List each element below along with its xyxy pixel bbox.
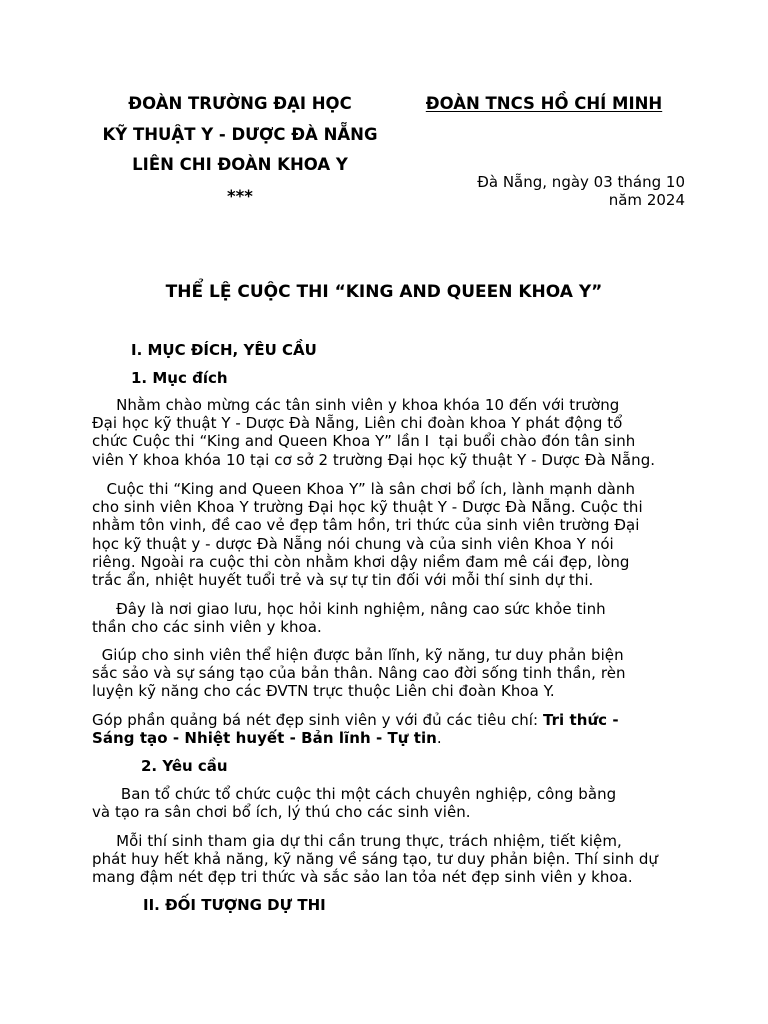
section-2-heading: II. ĐỐI TƯỢNG DỰ THI [143, 896, 326, 914]
paragraph-line [92, 711, 682, 729]
paragraph-purpose-4 [92, 646, 682, 701]
paragraph-line: riêng. Ngoài ra cuộc thi còn nhằm khơi dậy niềm đam mê cái đẹp, lòng [92, 552, 630, 571]
paragraph-line: Cuộc thi “King and Queen Khoa Y” là sân chơi bổ ích, lành mạnh dành [92, 480, 636, 498]
paragraph-purpose-2 [92, 480, 682, 589]
paragraph-requirements-2 [92, 832, 682, 887]
school-name-line1: ĐOÀN TRƯỜNG ĐẠI HỌC [128, 94, 352, 113]
paragraph-line: Ban tổ chức tổ chức cuộc thi một cách chuyên nghiệp, công bằng [92, 785, 617, 803]
document-title: THỂ LỆ CUỘC THI “KING AND QUEEN KHOA Y” [165, 282, 603, 302]
paragraph-line: trắc ẩn, nhiệt huyết tuổi trẻ và sự tự tin đối với mỗi thí sinh dự thi. [92, 571, 594, 590]
document-date-line1: Đà Nẵng, ngày 03 tháng 10 [477, 173, 685, 191]
paragraph-line: mang đậm nét đẹp tri thức và sắc sảo lan tỏa nét đẹp sinh viên y khoa. [92, 868, 633, 887]
paragraph-line: và tạo ra sân chơi bổ ích, lý thú cho các sinh viên. [92, 803, 471, 822]
paragraph-line: sắc sảo và sự sáng tạo của bản thân. Nâng cao đời sống tinh thần, rèn [92, 664, 626, 683]
faculty-union-name: LIÊN CHI ĐOÀN KHOA Y [132, 155, 348, 174]
paragraph-purpose-3 [92, 600, 682, 636]
paragraph-line: học kỹ thuật y - dược Đà Nẵng nói chung và của sinh viên Khoa Y nói [92, 534, 614, 553]
header-separator-stars: *** [227, 187, 253, 206]
paragraph-line: luyện kỹ năng cho các ĐVTN trực thuộc Liên chi đoàn Khoa Y. [92, 682, 555, 701]
criteria-bold-2: Sáng tạo - Nhiệt huyết - Bản lĩnh - Tự tin [92, 729, 437, 748]
paragraph-line: thần cho các sinh viên y khoa. [92, 618, 322, 637]
paragraph-line: Đây là nơi giao lưu, học hỏi kinh nghiệm, nâng cao sức khỏe tinh [92, 600, 606, 618]
paragraph-requirements-1 [92, 785, 682, 821]
paragraph-line: viên Y khoa khóa 10 tại cơ sở 2 trường Đại học kỹ thuật Y - Dược Đà Nẵng. [92, 450, 656, 469]
paragraph-purpose-5 [92, 711, 682, 747]
paragraph-purpose-1 [92, 396, 682, 469]
paragraph-line: chức Cuộc thi “King and Queen Khoa Y” lần I tại buổi chào đón tân sinh [92, 432, 636, 451]
paragraph-line: nhằm tôn vinh, đề cao vẻ đẹp tâm hồn, tri thức của sinh viên trường Đại [92, 516, 640, 535]
paragraph-line [92, 729, 682, 747]
paragraph-line: Nhằm chào mừng các tân sinh viên y khoa khóa 10 đến với trường [92, 396, 620, 414]
section-1-sub-purpose: 1. Mục đích [131, 369, 228, 387]
section-1-sub-requirements: 2. Yêu cầu [141, 757, 228, 775]
criteria-bold-1: Tri thức - [542, 711, 619, 729]
paragraph-line: Giúp cho sinh viên thể hiện được bản lĩnh, kỹ năng, tư duy phản biện [92, 646, 624, 664]
criteria-tail: . [436, 729, 442, 748]
paragraph-line: cho sinh viên Khoa Y trường Đại học kỹ thuật Y - Dược Đà Nẵng. Cuộc thi [92, 498, 643, 517]
paragraph-line: Mỗi thí sinh tham gia dự thi cần trung thực, trách nhiệm, tiết kiệm, [92, 832, 622, 850]
paragraph-line: phát huy hết khả năng, kỹ năng về sáng tạo, tư duy phản biện. Thí sinh dự [92, 850, 658, 869]
section-1-heading: I. MỤC ĐÍCH, YÊU CẦU [131, 341, 317, 359]
paragraph-line: Đại học kỹ thuật Y - Dược Đà Nẵng, Liên chi đoàn khoa Y phát động tổ [92, 414, 623, 433]
criteria-lead-text: Góp phần quảng bá nét đẹp sinh viên y với đủ các tiêu chí: [92, 711, 543, 729]
school-name-line2: KỸ THUẬT Y - DƯỢC ĐÀ NẴNG [102, 125, 378, 144]
document-date-line2: năm 2024 [608, 191, 685, 209]
union-org-name: ĐOÀN TNCS HỒ CHÍ MINH [425, 94, 663, 113]
